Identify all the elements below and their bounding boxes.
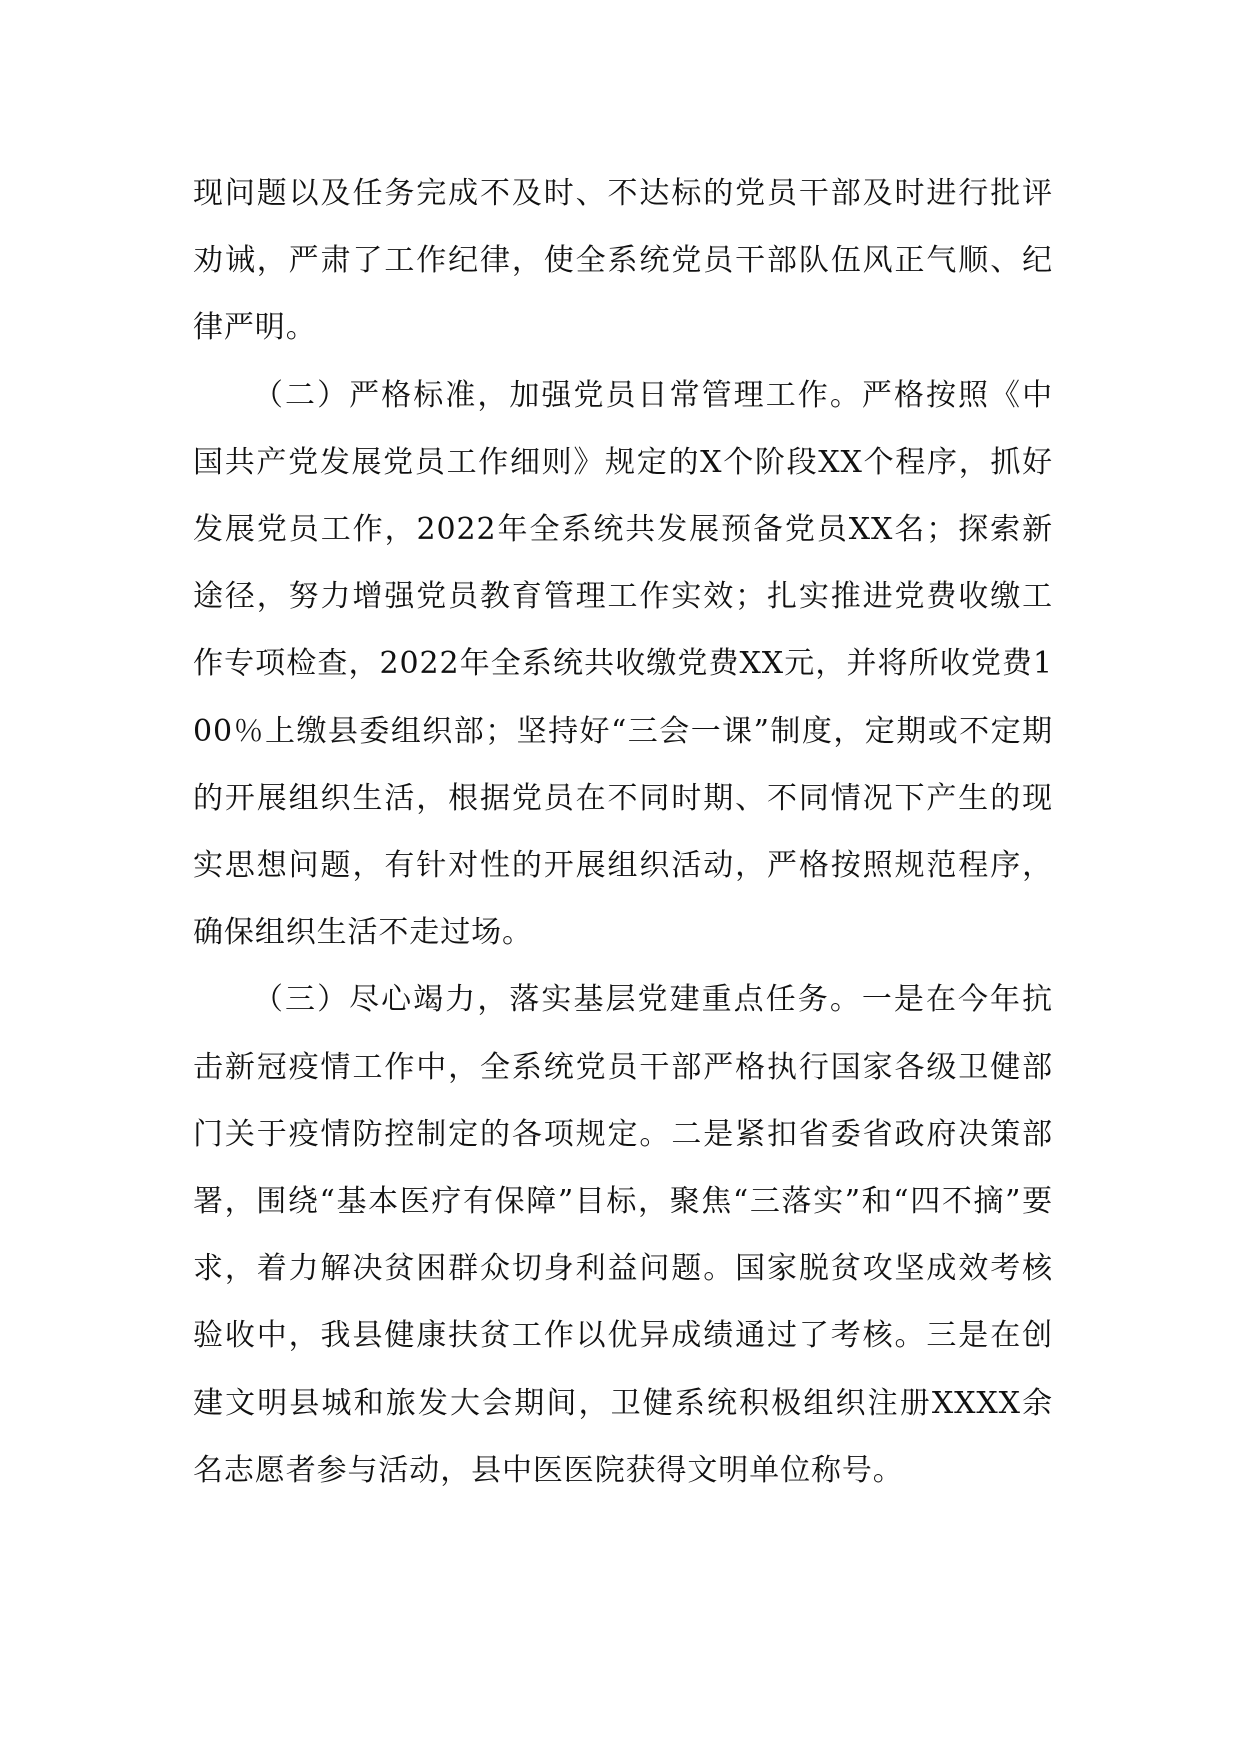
paragraph-continuation: 现问题以及任务完成不及时、不达标的党员干部及时进行批评劝诫，严肃了工作纪律，使全系统党员干部队伍风正气顺、纪律严明。 xyxy=(193,176,1053,346)
paragraph-section-2: （二）严格标准，加强党员日常管理工作。严格按照《中国共产党发展党员工作细则》规定的X个阶段XX个程序，抓好发展党员工作，2022年全系统共发展预备党员XX名；探索新途径，努力增强党员教育管理工作实效；扎实推进党费收缴工作专项检查，2022年全系统共收缴党费XX元，并将所收党费100％上缴县委组织部；坚持好“三会一课”制度，定期或不定期的开展组织生活，根据党员在不同时期、不同情况下产生的现实思想问题，有针对性的开展组织活动，严格按照规范程序，确保组织生活不走过场。 xyxy=(193,377,1053,951)
document-body xyxy=(193,160,1053,1504)
paragraph-section-3: （三）尽心竭力，落实基层党建重点任务。一是在今年抗击新冠疫情工作中，全系统党员干部严格执行国家各级卫健部门关于疫情防控制定的各项规定。二是紧扣省委省政府决策部署，围绕“基本医疗有保障”目标，聚焦“三落实”和“四不摘”要求，着力解决贫困群众切身利益问题。国家脱贫攻坚成效考核验收中，我县健康扶贫工作以优异成绩通过了考核。三是在创建文明县城和旅发大会期间，卫健系统积极组织注册XXXX余名志愿者参与活动，县中医医院获得文明单位称号。 xyxy=(193,982,1053,1488)
